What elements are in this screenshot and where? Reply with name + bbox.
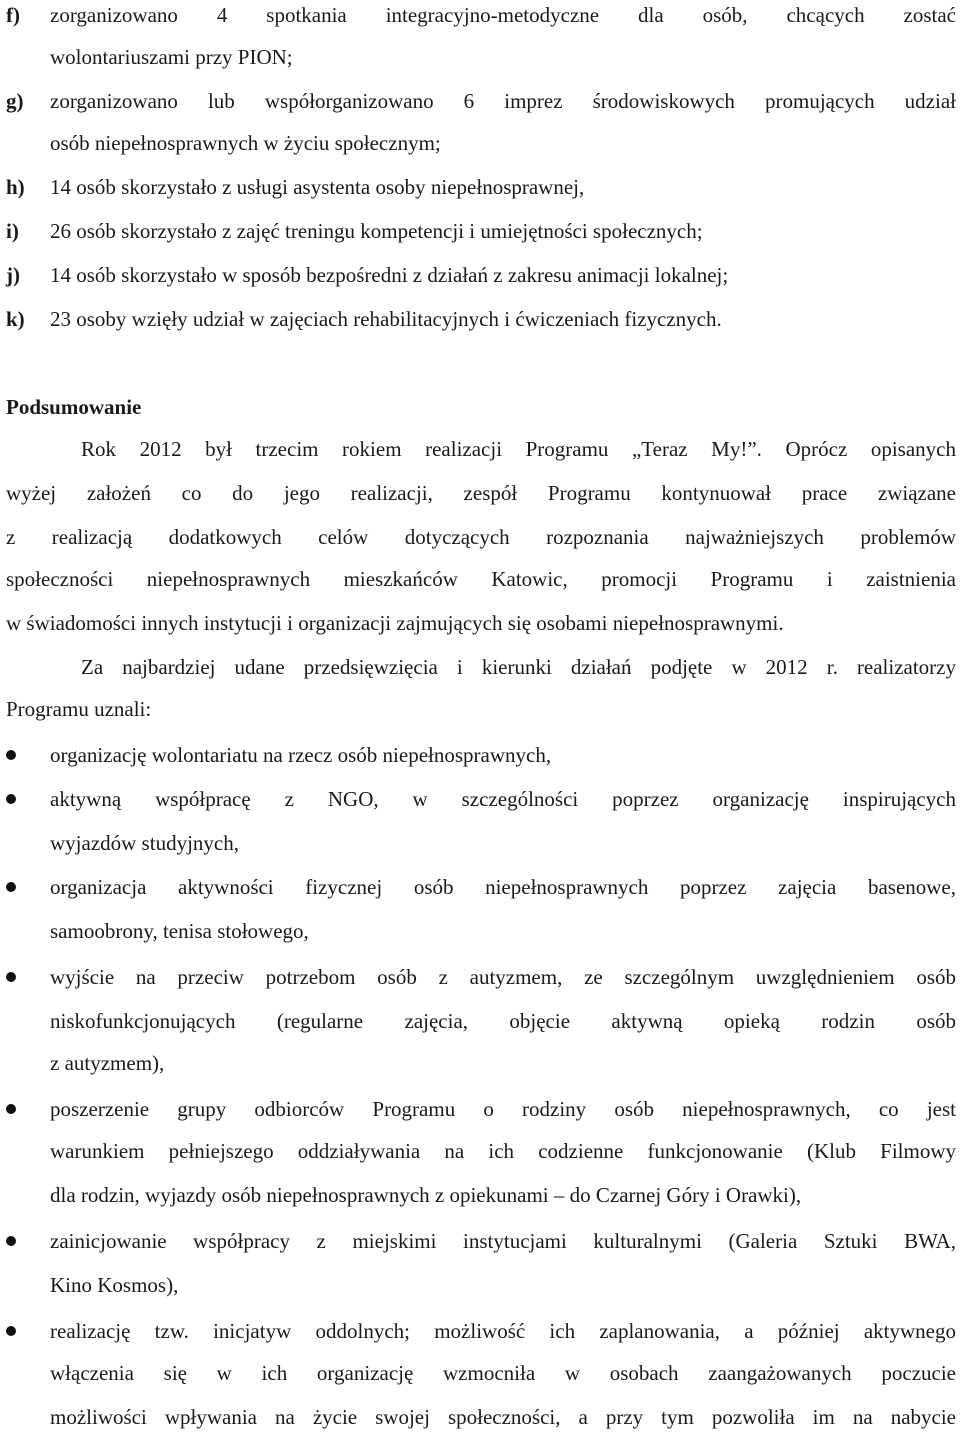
paragraph-line [6, 608, 956, 638]
list-item-f-cont [6, 42, 956, 72]
bullet-text-line: aktywną współpracę z NGO, w szczególności poprzez organizację inspirujących [50, 787, 956, 811]
bullet-item-cont [6, 1358, 956, 1388]
bullet-text-line: zainicjowanie współpracy z miejskimi instytucjami kulturalnymi (Galeria Sztuki BWA, [50, 1229, 956, 1253]
bullet-dot-icon [6, 882, 16, 892]
bullet-item-cont [6, 1136, 956, 1166]
heading-text: Podsumowanie [6, 395, 142, 419]
paragraph-text: Rok 2012 był trzecim rokiem realizacji Programu „Teraz My!”. Oprócz opisanych [81, 437, 956, 461]
bullet-text-line: realizację tzw. inicjatyw oddolnych; możliwość ich zaplanowania, a później aktywnego [50, 1319, 956, 1343]
bullet-item [6, 784, 956, 814]
list-label: k) [6, 307, 25, 331]
bullet-text-line: dla rodzin, wyjazdy osób niepełnosprawnych z opiekunami – do Czarnej Góry i Orawki), [50, 1183, 802, 1207]
bullet-text-line: samoobrony, tenisa stołowego, [50, 919, 309, 943]
bullet-dot-icon [6, 750, 16, 760]
list-text-line: 23 osoby wzięły udział w zajęciach rehabilitacyjnych i ćwiczeniach fizycznych. [50, 307, 722, 331]
bullet-item [6, 1094, 956, 1124]
list-item-i [6, 216, 956, 246]
paragraph-line [6, 564, 956, 594]
list-item-j [6, 260, 956, 290]
list-text-line: 14 osób skorzystało z usługi asystenta osoby niepełnosprawnej, [50, 175, 585, 199]
paragraph-line [6, 652, 956, 682]
paragraph-text: Za najbardziej udane przedsięwzięcia i kierunki działań podjęte w 2012 r. realizatorzy [81, 655, 956, 679]
bullet-text-line: niskofunkcjonujących (regularne zajęcia, objęcie aktywną opieką rodzin osób [50, 1009, 956, 1033]
bullet-dot-icon [6, 794, 16, 804]
bullet-dot-icon [6, 1326, 16, 1336]
list-text-line: 14 osób skorzystało w sposób bezpośredni z działań z zakresu animacji lokalnej; [50, 263, 729, 287]
bullet-text-line: możliwości wpływania na życie swojej społeczności, a przy tym pozwoliła im na nabycie [50, 1405, 956, 1429]
bullet-text-line: z autyzmem), [50, 1051, 165, 1075]
bullet-dot-icon [6, 972, 16, 982]
bullet-item [6, 962, 956, 992]
paragraph-text: Programu uznali: [6, 697, 152, 721]
bullet-text-line: wyjazdów studyjnych, [50, 831, 239, 855]
bullet-item-cont [6, 916, 956, 946]
bullet-dot-icon [6, 1236, 16, 1246]
paragraph-text: z realizacją dodatkowych celów dotyczących rozpoznania najważniejszych problemów [6, 525, 956, 549]
bullet-text-line: włączenia się w ich organizację wzmocniła w osobach zaangażowanych poczucie [50, 1361, 956, 1385]
list-item-h [6, 172, 956, 202]
list-text-line: osób niepełnosprawnych w życiu społecznym; [50, 131, 441, 155]
list-label: g) [6, 89, 24, 113]
bullet-text-line: Kino Kosmos), [50, 1273, 179, 1297]
list-text-line: 26 osób skorzystało z zajęć treningu kompetencji i umiejętności społecznych; [50, 219, 703, 243]
bullet-item-cont [6, 1006, 956, 1036]
list-item-f [6, 0, 956, 30]
bullet-text-line: warunkiem pełniejszego oddziaływania na ich codzienne funkcjonowanie (Klub Filmowy [50, 1139, 956, 1163]
list-label: i) [6, 219, 19, 243]
paragraph-line [6, 478, 956, 508]
bullet-item [6, 1226, 956, 1256]
list-text-line: wolontariuszami przy PION; [50, 45, 293, 69]
bullet-text-line: poszerzenie grupy odbiorców Programu o rodziny osób niepełnosprawnych, co jest [50, 1097, 956, 1121]
bullet-text-line: wyjście na przeciw potrzebom osób z autyzmem, ze szczególnym uwzględnieniem osób [50, 965, 956, 989]
list-item-k [6, 304, 956, 334]
paragraph-text: wyżej założeń co do jego realizacji, zespół Programu kontynuował prace związane [6, 481, 956, 505]
bullet-item-cont [6, 828, 956, 858]
paragraph-text: w świadomości innych instytucji i organizacji zajmujących się osobami niepełnosprawnymi. [6, 611, 784, 635]
list-item-g [6, 86, 956, 116]
bullet-text-line: organizacja aktywności fizycznej osób niepełnosprawnych poprzez zajęcia basenowe, [50, 875, 956, 899]
bullet-item [6, 872, 956, 902]
list-text-line: zorganizowano 4 spotkania integracyjno-metodyczne dla osób, chcących zostać [50, 3, 956, 27]
list-label: f) [6, 3, 20, 27]
bullet-item [6, 1316, 956, 1346]
paragraph-line [6, 434, 956, 464]
list-item-g-cont [6, 128, 956, 158]
bullet-item-cont [6, 1270, 956, 1300]
paragraph-line [6, 522, 956, 552]
section-heading [6, 392, 956, 422]
bullet-item-cont [6, 1048, 956, 1078]
bullet-item-cont [6, 1180, 956, 1210]
bullet-dot-icon [6, 1104, 16, 1114]
list-label: h) [6, 175, 25, 199]
bullet-item [6, 740, 956, 770]
list-text-line: zorganizowano lub współorganizowano 6 imprez środowiskowych promujących udział [50, 89, 956, 113]
paragraph-line [6, 694, 956, 724]
bullet-item-cont [6, 1402, 956, 1432]
paragraph-text: społeczności niepełnosprawnych mieszkańców Katowic, promocji Programu i zaistnienia [6, 567, 956, 591]
bullet-text-line: organizację wolontariatu na rzecz osób niepełnosprawnych, [50, 743, 552, 767]
list-label: j) [6, 263, 20, 287]
